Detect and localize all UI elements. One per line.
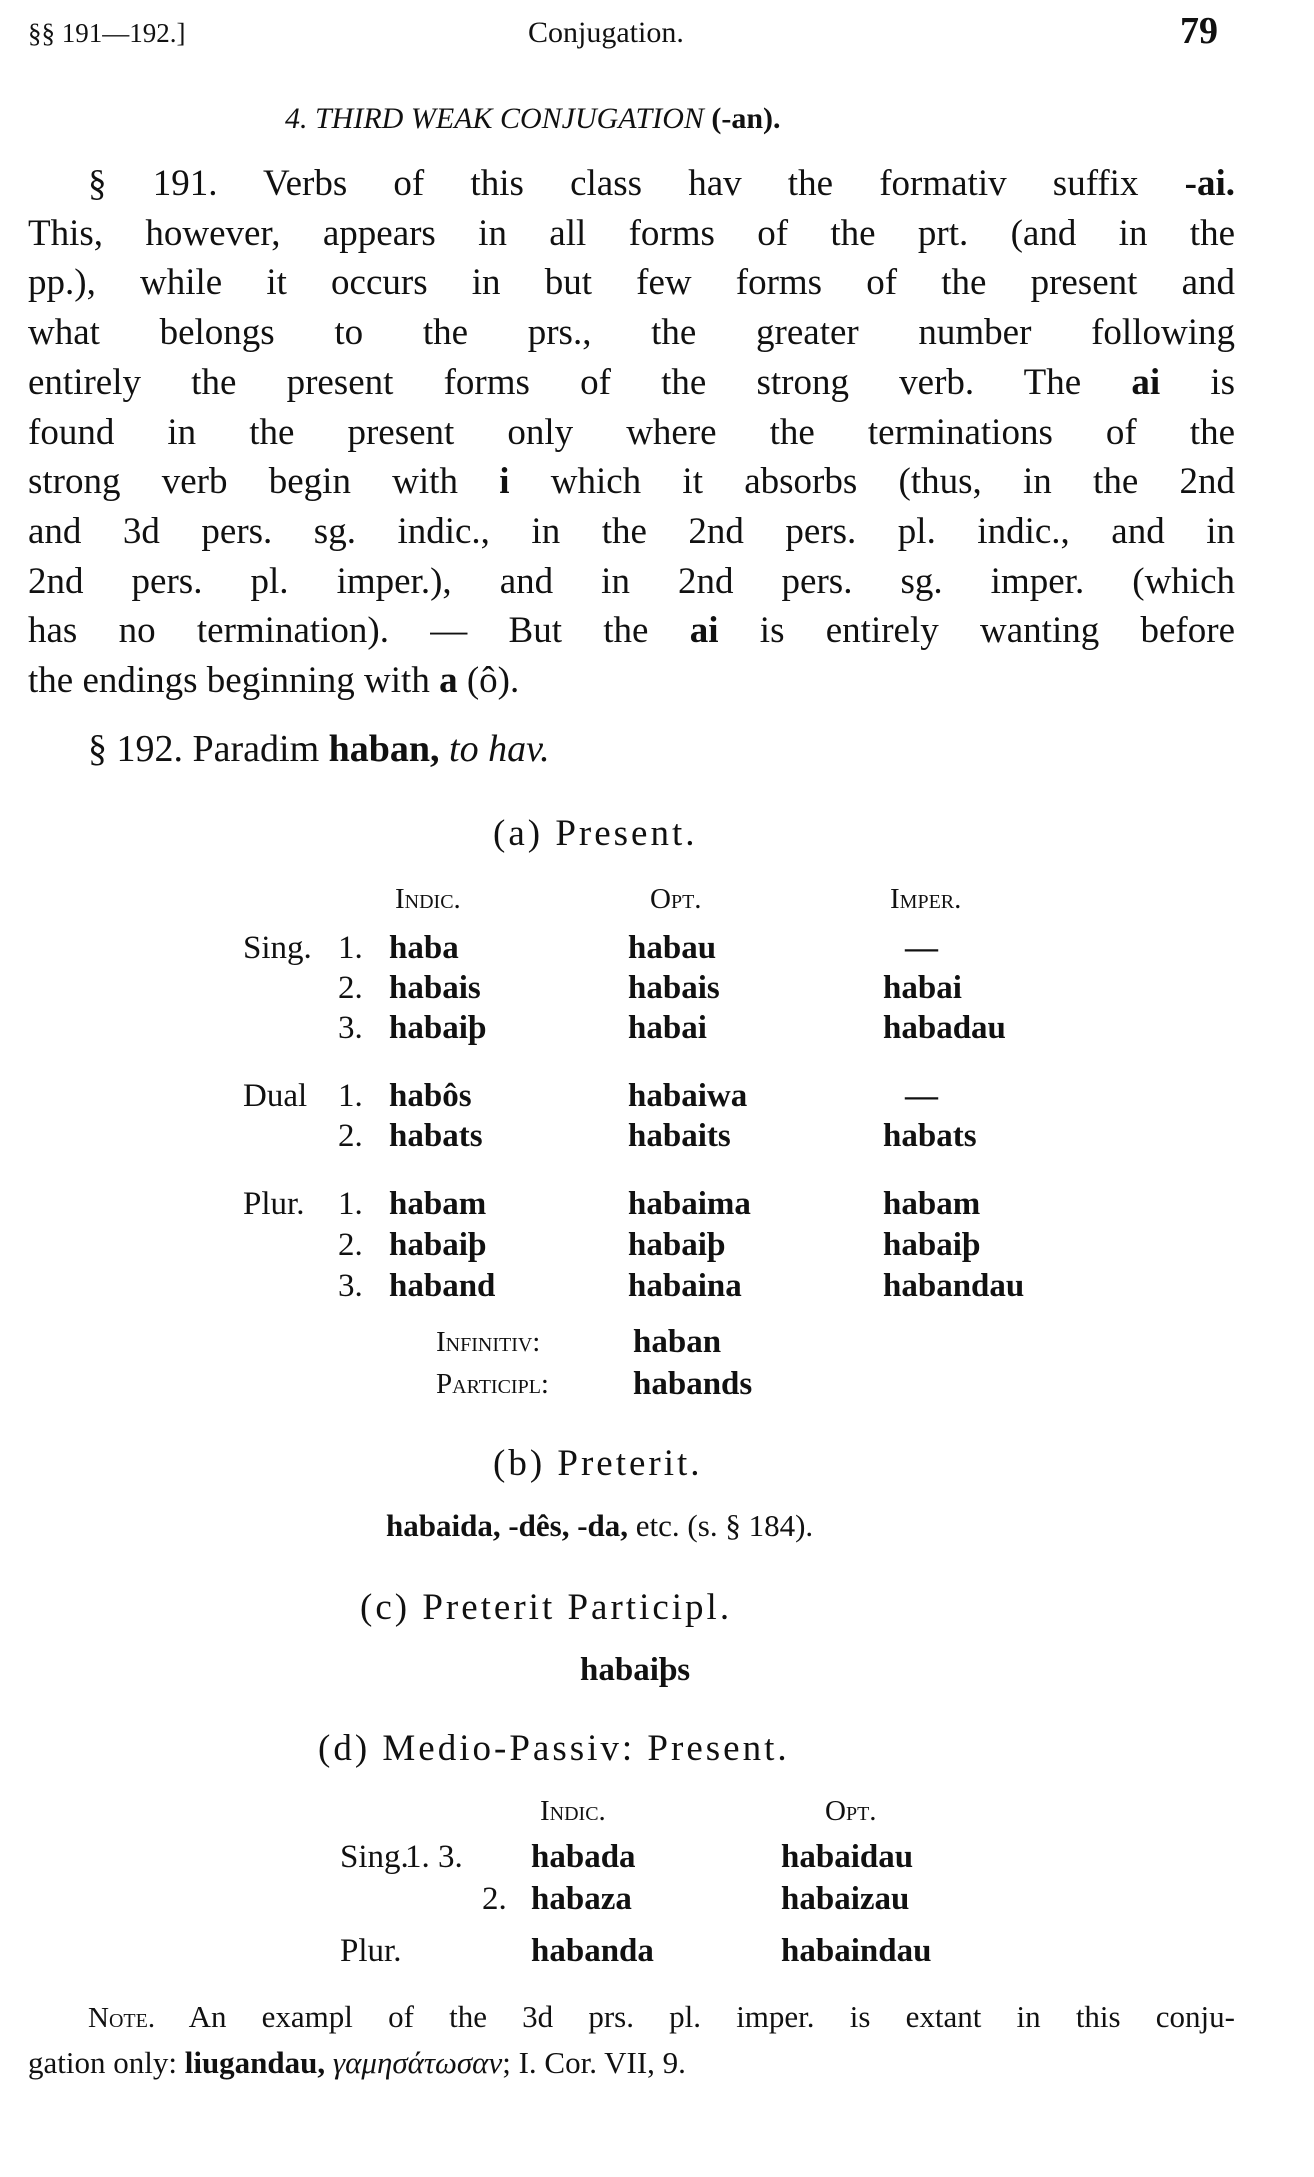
paragraph-line bbox=[28, 411, 1235, 453]
medio-group: Sing. bbox=[340, 1839, 409, 1875]
medio-col-indic: Indic. bbox=[540, 1795, 606, 1827]
text: (ô). bbox=[457, 660, 520, 701]
present-opt: habaina bbox=[628, 1268, 742, 1304]
paragraph-line bbox=[28, 662, 1235, 699]
present-num: 1. bbox=[338, 1078, 363, 1114]
present-group: Plur. bbox=[243, 1186, 305, 1222]
present-opt: habaiþ bbox=[628, 1227, 726, 1263]
present-opt: habais bbox=[628, 970, 720, 1006]
text: the endings beginning with bbox=[28, 660, 440, 701]
para192-gloss: to hav. bbox=[449, 728, 550, 770]
paragraph-line bbox=[28, 510, 1235, 552]
infinitiv-form: haban bbox=[633, 1324, 722, 1360]
note-line-2 bbox=[28, 2047, 686, 2078]
infinitiv-label: Infinitiv: bbox=[436, 1326, 541, 1358]
text: § 191. Verbs of this class hav the formativ suffix bbox=[88, 163, 1185, 204]
present-opt: habaima bbox=[628, 1186, 751, 1222]
present-opt: habaiwa bbox=[628, 1078, 748, 1114]
section-title bbox=[285, 104, 781, 134]
present-imper: habai bbox=[883, 970, 962, 1006]
present-indic: habôs bbox=[389, 1078, 472, 1114]
present-imper: habandau bbox=[883, 1268, 1025, 1304]
paragraph-line bbox=[28, 461, 1235, 503]
present-indic: habaiþ bbox=[389, 1010, 487, 1046]
col-opt: Opt. bbox=[650, 883, 702, 915]
medio-num: 1. 3. bbox=[405, 1839, 463, 1875]
present-imper: habats bbox=[883, 1118, 977, 1154]
text: 2nd pers. pl. imper.), and in 2nd pers. sg. imper. (which bbox=[28, 560, 1235, 602]
medio-indic: habaza bbox=[531, 1881, 632, 1917]
paragraph-line bbox=[28, 610, 1235, 652]
present-num: 3. bbox=[338, 1010, 363, 1046]
text: pp.), while it occurs in but few forms of the present and bbox=[28, 262, 1235, 304]
medio-opt: habaidau bbox=[781, 1839, 914, 1875]
present-imper: habadau bbox=[883, 1010, 1006, 1046]
paragraph-line bbox=[28, 212, 1235, 254]
present-imper: habaiþ bbox=[883, 1227, 981, 1263]
medio-indic: habada bbox=[531, 1839, 636, 1875]
bold-term: ai bbox=[689, 610, 719, 652]
paragraph-line bbox=[28, 312, 1235, 354]
note-greek-word: γαμησάτωσαν bbox=[332, 2045, 503, 2080]
text: strong verb begin with bbox=[28, 461, 500, 503]
present-indic: haba bbox=[389, 930, 459, 966]
medio-opt: habaizau bbox=[781, 1881, 910, 1917]
present-indic: habaiþ bbox=[389, 1227, 487, 1263]
bold-term: -ai. bbox=[1184, 163, 1235, 204]
present-heading: (a) Present. bbox=[493, 813, 698, 854]
text: and 3d pers. sg. indic., in the 2nd pers. pl. indic., and in bbox=[28, 510, 1235, 552]
preterit-note: etc. (s. § 184). bbox=[635, 1508, 814, 1543]
section-title-suffix: (-an). bbox=[711, 102, 781, 135]
text: found in the present only where the terminations of the bbox=[28, 411, 1235, 453]
medio-group: Plur. bbox=[340, 1933, 402, 1969]
text: This, however, appears in all forms of the prt. (and in the bbox=[28, 212, 1235, 254]
present-num: 2. bbox=[338, 1227, 363, 1263]
text: is entirely wanting before bbox=[718, 610, 1235, 652]
present-num: 2. bbox=[338, 970, 363, 1006]
medio-num: 2. bbox=[482, 1881, 507, 1917]
pret-participl-heading: (c) Preterit Participl. bbox=[360, 1587, 733, 1628]
preterit-heading: (b) Preterit. bbox=[493, 1443, 703, 1484]
present-opt: habau bbox=[628, 930, 717, 966]
paragraph-line bbox=[28, 361, 1235, 403]
present-imper: habam bbox=[883, 1186, 981, 1222]
preterit-forms bbox=[386, 1510, 813, 1541]
note-label: Note. bbox=[88, 2002, 156, 2034]
participl-label: Participl: bbox=[436, 1368, 549, 1400]
medio-col-opt: Opt. bbox=[825, 1795, 877, 1827]
present-num: 1. bbox=[338, 930, 363, 966]
text: is bbox=[1160, 361, 1235, 403]
note-gothic-word: liugandau, bbox=[184, 2045, 326, 2080]
present-opt: habai bbox=[628, 1010, 707, 1046]
header-title: Conjugation. bbox=[528, 16, 684, 49]
present-opt: habaits bbox=[628, 1118, 731, 1154]
text: what belongs to the prs., the greater number following bbox=[28, 312, 1235, 354]
paragraph-192 bbox=[88, 730, 550, 768]
col-imper: Imper. bbox=[890, 883, 962, 915]
present-num: 2. bbox=[338, 1118, 363, 1154]
bold-term: a bbox=[439, 660, 458, 701]
preterit-forms-bold: habaida, -dês, -da, bbox=[386, 1508, 629, 1543]
page-number: 79 bbox=[1180, 10, 1218, 52]
medio-opt: habaindau bbox=[781, 1933, 932, 1969]
present-imper: — bbox=[905, 930, 938, 966]
note-text-2a: gation only: bbox=[28, 2045, 185, 2080]
present-indic: haband bbox=[389, 1268, 496, 1304]
para192-num: § 192. Paradim bbox=[88, 728, 329, 770]
para192-word: haban, bbox=[328, 728, 440, 770]
text: entirely the present forms of the strong verb. The bbox=[28, 361, 1132, 403]
section-title-italic: 4. THIRD WEAK CONJUGATION bbox=[285, 102, 704, 135]
present-indic: habam bbox=[389, 1186, 487, 1222]
present-num: 3. bbox=[338, 1268, 363, 1304]
note-text-1: An exampl of the 3d prs. pl. imper. is extant in this conju- bbox=[188, 1999, 1235, 2034]
text: which it absorbs (thus, in the 2nd bbox=[509, 461, 1235, 503]
present-imper: — bbox=[905, 1078, 938, 1114]
bold-term: ai bbox=[1131, 361, 1161, 403]
text: has no termination). — But the bbox=[28, 610, 690, 652]
present-group: Sing. bbox=[243, 930, 312, 966]
participl-form: habands bbox=[633, 1366, 753, 1402]
note-text-2b: ; I. Cor. VII, 9. bbox=[502, 2045, 686, 2080]
bold-term: i bbox=[499, 461, 510, 503]
medio-heading: (d) Medio-Passiv: Present. bbox=[318, 1728, 790, 1769]
present-group: Dual bbox=[243, 1078, 308, 1114]
medio-indic: habanda bbox=[531, 1933, 654, 1969]
header-section-ref: §§ 191—192.] bbox=[28, 18, 186, 48]
paragraph-line bbox=[28, 560, 1235, 602]
present-indic: habais bbox=[389, 970, 481, 1006]
present-num: 1. bbox=[338, 1186, 363, 1222]
present-indic: habats bbox=[389, 1118, 483, 1154]
col-indic: Indic. bbox=[395, 883, 461, 915]
paragraph-line bbox=[28, 262, 1235, 304]
paragraph-line bbox=[88, 165, 1235, 202]
pret-participl-form: habaiþs bbox=[580, 1652, 691, 1688]
note-line-1 bbox=[88, 2001, 1235, 2033]
